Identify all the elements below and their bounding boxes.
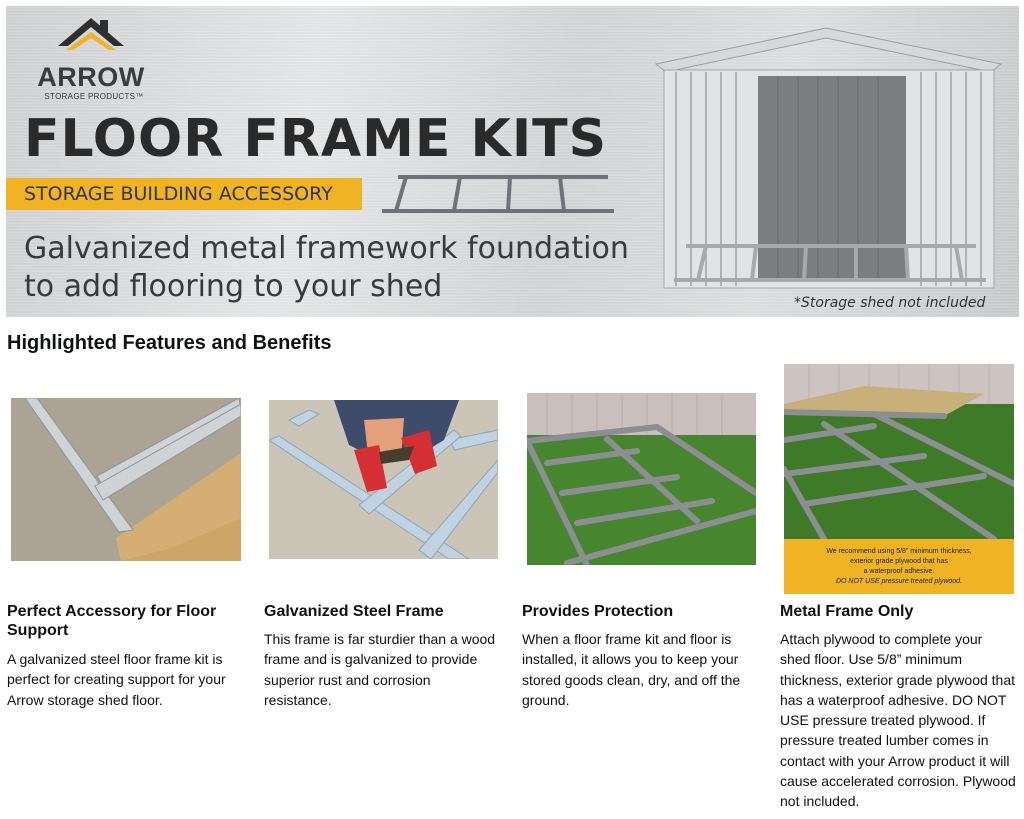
frame-corner-on-plywood-photo xyxy=(11,398,241,561)
hero-banner xyxy=(6,6,1019,317)
feature-description: Attach plywood to complete your shed floor. Use 5/8” minimum thickness, exterior grade plywood that has a waterproof adhesive. DO NOT USE pressure treated plywood. If pressure treated lumber comes in contact with your Arrow product it will cause accelerated corrosion. Plywood not included. xyxy=(780,631,1016,810)
plywood-note xyxy=(784,547,1014,587)
feature-title: Provides Protection xyxy=(522,603,674,620)
feature-description: This frame is far sturdier than a wood frame and is galvanized to provide superior rust and corrosion resistance. xyxy=(264,631,496,708)
feature-description: When a floor frame kit and floor is installed, it allows you to keep your stored goods clean, dry, and off the ground. xyxy=(522,631,741,708)
plywood-note-line: a waterproof adhesive. xyxy=(863,568,935,575)
frame-with-plywood-photo xyxy=(784,364,1014,594)
logo-subtitle: STORAGE PRODUCTS™ xyxy=(44,92,144,101)
banner-tagline xyxy=(24,230,629,306)
feature-title: Metal Frame Only xyxy=(780,603,914,620)
tagline-line-1: Galvanized metal framework foundation xyxy=(24,231,629,266)
storage-shed-illustration xyxy=(646,24,1011,294)
accessory-badge: STORAGE BUILDING ACCESSORY xyxy=(6,178,362,210)
feature-title: Galvanized Steel Frame xyxy=(264,603,444,620)
tagline-line-2: to add flooring to your shed xyxy=(24,269,443,304)
banner-disclaimer: *Storage shed not included xyxy=(794,295,986,311)
assembling-frame-photo xyxy=(269,400,498,559)
plywood-note-line: DO NOT USE pressure treated plywood. xyxy=(835,578,963,585)
feature-title: Perfect Accessory for Floor Support xyxy=(7,603,217,639)
section-heading: Highlighted Features and Benefits xyxy=(7,332,332,354)
house-roof-icon xyxy=(54,16,128,62)
plywood-note-line: exterior grade plywood that has xyxy=(850,558,948,565)
arrow-logo xyxy=(26,16,156,106)
plywood-note-line: We recommend using 5/8” minimum thickness, xyxy=(826,548,972,555)
frame-on-grass-photo xyxy=(527,393,756,565)
banner-title: FLOOR FRAME KITS xyxy=(24,109,608,169)
feature-description: A galvanized steel floor frame kit is perfect for creating support for your Arrow storage shed floor. xyxy=(7,651,226,708)
floor-frame-rail-icon xyxy=(378,169,618,219)
logo-wordmark: ARROW xyxy=(37,62,145,92)
